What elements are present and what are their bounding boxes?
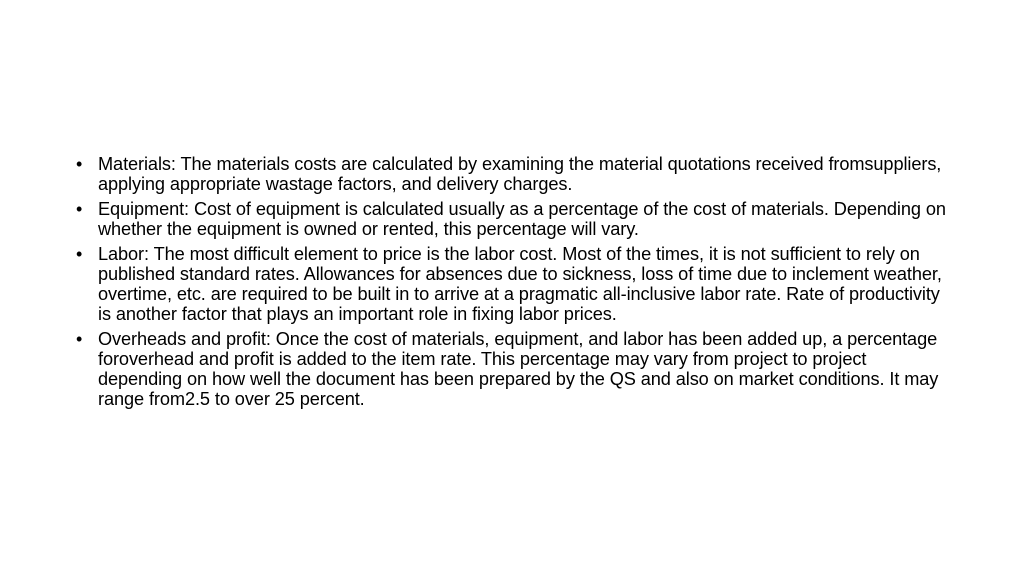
bullet-text-labor: Labor: The most difficult element to price is the labor cost. Most of the times, it is not sufficient to rely on published standard rates. Allowances for absences due to sickness, loss of time due to inclement weather, overtime, etc. are required to be built in to arrive at a pragmatic all-inclusive labor rate. Rate of productivity is another factor that plays an important role in fixing labor prices.: [98, 244, 942, 324]
bullet-item-overheads-profit: [72, 329, 952, 409]
bullet-text-materials: Materials: The materials costs are calculated by examining the material quotations received fromsuppliers, applying appropriate wastage factors, and delivery charges.: [98, 154, 942, 194]
bullet-list: [72, 154, 952, 414]
bullet-text-overheads-profit: Overheads and profit: Once the cost of materials, equipment, and labor has been added up, a percentage foroverhead and profit is added to the item rate. This percentage may vary from project to project depending on how well the document has been prepared by the QS and also on market conditions. It may range from2.5 to over 25 percent.: [98, 329, 939, 409]
bullet-icon: •: [76, 329, 83, 349]
bullet-item-equipment: [72, 199, 952, 239]
bullet-text-equipment: Equipment: Cost of equipment is calculated usually as a percentage of the cost of materials. Depending on whether the equipment is owned or rented, this percentage will vary.: [98, 199, 946, 239]
bullet-item-labor: [72, 244, 952, 324]
bullet-icon: •: [76, 244, 83, 264]
bullet-item-materials: [72, 154, 952, 194]
bullet-icon: •: [76, 199, 83, 219]
bullet-icon: •: [76, 154, 83, 174]
